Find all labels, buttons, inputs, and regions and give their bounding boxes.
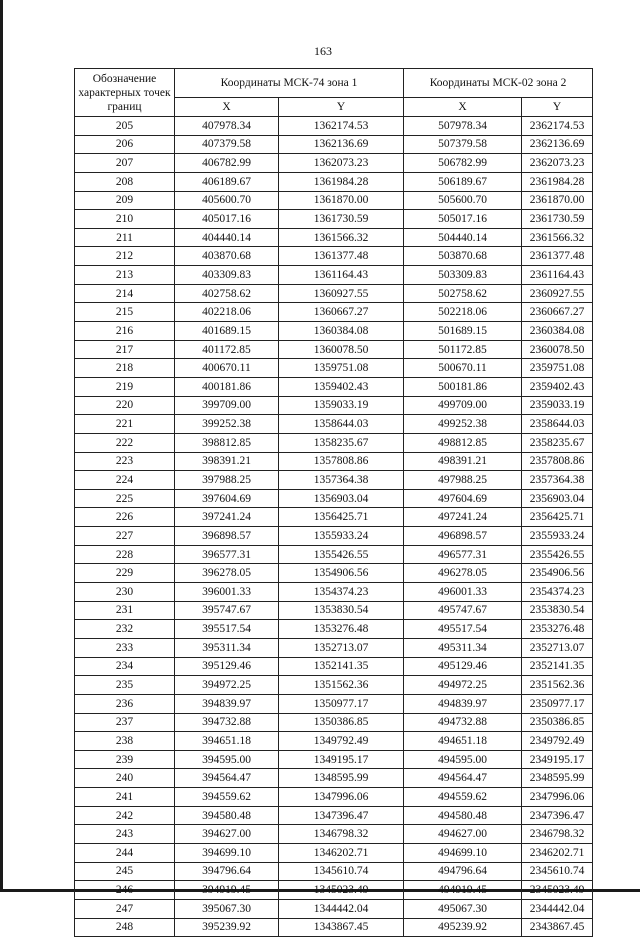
msk02-x-cell: 502758.62 bbox=[404, 284, 522, 303]
msk02-y-cell: 2359402.43 bbox=[522, 377, 593, 396]
msk02-y-cell: 2357364.38 bbox=[522, 471, 593, 490]
msk74-x-cell: 397604.69 bbox=[175, 489, 279, 508]
msk02-x-cell: 494796.64 bbox=[404, 862, 522, 881]
msk74-x-cell: 394972.25 bbox=[175, 676, 279, 695]
msk02-x-cell: 497604.69 bbox=[404, 489, 522, 508]
point-id-cell: 237 bbox=[75, 713, 175, 732]
point-id-cell: 205 bbox=[75, 117, 175, 136]
msk02-x-cell: 495239.92 bbox=[404, 918, 522, 937]
point-id-cell: 220 bbox=[75, 396, 175, 415]
table-row bbox=[75, 825, 593, 844]
point-id-cell: 248 bbox=[75, 918, 175, 937]
table-row bbox=[75, 377, 593, 396]
point-id-cell: 221 bbox=[75, 415, 175, 434]
msk74-x-cell: 400181.86 bbox=[175, 377, 279, 396]
msk74-x-cell: 405017.16 bbox=[175, 210, 279, 229]
point-id-cell: 219 bbox=[75, 377, 175, 396]
table-row bbox=[75, 862, 593, 881]
point-id-cell: 211 bbox=[75, 228, 175, 247]
point-id-cell: 214 bbox=[75, 284, 175, 303]
msk74-y-cell: 1362136.69 bbox=[279, 135, 404, 154]
msk74-y-cell: 1352713.07 bbox=[279, 638, 404, 657]
msk74-y-cell: 1352141.35 bbox=[279, 657, 404, 676]
msk74-x-cell: 401172.85 bbox=[175, 340, 279, 359]
point-id-cell: 229 bbox=[75, 564, 175, 583]
msk74-x-cell: 402218.06 bbox=[175, 303, 279, 322]
msk74-x-cell: 407978.34 bbox=[175, 117, 279, 136]
table-row bbox=[75, 359, 593, 378]
msk02-y-cell: 2362073.23 bbox=[522, 154, 593, 173]
msk74-y-cell: 1361984.28 bbox=[279, 172, 404, 191]
table-row bbox=[75, 452, 593, 471]
point-id-cell: 225 bbox=[75, 489, 175, 508]
msk02-y-cell: 2357808.86 bbox=[522, 452, 593, 471]
table-row bbox=[75, 638, 593, 657]
msk74-x-cell: 395517.54 bbox=[175, 620, 279, 639]
msk02-x-cell: 507978.34 bbox=[404, 117, 522, 136]
point-id-cell: 245 bbox=[75, 862, 175, 881]
msk02-x-cell: 506189.67 bbox=[404, 172, 522, 191]
msk02-x-cell: 504440.14 bbox=[404, 228, 522, 247]
msk74-x-cell: 394651.18 bbox=[175, 732, 279, 751]
msk02-y-cell: 2355933.24 bbox=[522, 527, 593, 546]
msk74-y-cell: 1360384.08 bbox=[279, 322, 404, 341]
point-id-cell: 230 bbox=[75, 583, 175, 602]
point-id-cell: 206 bbox=[75, 135, 175, 154]
msk74-y-cell: 1355933.24 bbox=[279, 527, 404, 546]
msk02-y-cell: 2362136.69 bbox=[522, 135, 593, 154]
point-id-cell: 223 bbox=[75, 452, 175, 471]
point-id-cell: 246 bbox=[75, 881, 175, 900]
msk74-x-cell: 396001.33 bbox=[175, 583, 279, 602]
msk02-y-cell: 2361164.43 bbox=[522, 266, 593, 285]
msk02-x-cell: 496898.57 bbox=[404, 527, 522, 546]
msk74-y-cell: 1353276.48 bbox=[279, 620, 404, 639]
point-id-cell: 247 bbox=[75, 899, 175, 918]
msk74-y-cell: 1346798.32 bbox=[279, 825, 404, 844]
msk74-x-cell: 407379.58 bbox=[175, 135, 279, 154]
msk02-y-cell: 2352141.35 bbox=[522, 657, 593, 676]
msk74-y-cell: 1356903.04 bbox=[279, 489, 404, 508]
msk02-y-cell: 2343867.45 bbox=[522, 918, 593, 937]
msk02-x-cell: 495311.34 bbox=[404, 638, 522, 657]
msk74-y-cell: 1350386.85 bbox=[279, 713, 404, 732]
point-id-cell: 239 bbox=[75, 750, 175, 769]
table-row bbox=[75, 471, 593, 490]
msk74-x-cell: 397241.24 bbox=[175, 508, 279, 527]
point-id-cell: 207 bbox=[75, 154, 175, 173]
point-id-cell: 232 bbox=[75, 620, 175, 639]
table-row bbox=[75, 508, 593, 527]
msk02-x-cell: 494627.00 bbox=[404, 825, 522, 844]
msk02-y-cell: 2346798.32 bbox=[522, 825, 593, 844]
msk02-y-cell: 2354374.23 bbox=[522, 583, 593, 602]
msk74-x-cell: 406189.67 bbox=[175, 172, 279, 191]
point-id-cell: 216 bbox=[75, 322, 175, 341]
msk74-y-cell: 1351562.36 bbox=[279, 676, 404, 695]
msk74-y-cell: 1350977.17 bbox=[279, 694, 404, 713]
table-row bbox=[75, 601, 593, 620]
msk02-x-cell: 500670.11 bbox=[404, 359, 522, 378]
msk02-x-cell: 496577.31 bbox=[404, 545, 522, 564]
msk74-x-cell: 394627.00 bbox=[175, 825, 279, 844]
point-id-cell: 226 bbox=[75, 508, 175, 527]
table-row bbox=[75, 583, 593, 602]
table-row bbox=[75, 117, 593, 136]
msk02-x-cell: 494732.88 bbox=[404, 713, 522, 732]
msk02-y-cell: 2355426.55 bbox=[522, 545, 593, 564]
msk74-x-cell: 406782.99 bbox=[175, 154, 279, 173]
msk02-x-cell: 494919.45 bbox=[404, 881, 522, 900]
point-id-cell: 208 bbox=[75, 172, 175, 191]
table-row bbox=[75, 676, 593, 695]
msk74-y-cell: 1361566.32 bbox=[279, 228, 404, 247]
msk74-y-cell: 1359751.08 bbox=[279, 359, 404, 378]
msk74-x-cell: 399709.00 bbox=[175, 396, 279, 415]
msk74-x-cell: 396577.31 bbox=[175, 545, 279, 564]
msk02-x-cell: 494564.47 bbox=[404, 769, 522, 788]
msk74-y-cell: 1362073.23 bbox=[279, 154, 404, 173]
msk74-y-cell: 1361870.00 bbox=[279, 191, 404, 210]
msk02-y-cell: 2350977.17 bbox=[522, 694, 593, 713]
table-row bbox=[75, 247, 593, 266]
msk02-x-cell: 499252.38 bbox=[404, 415, 522, 434]
msk02-x-cell: 495129.46 bbox=[404, 657, 522, 676]
table-row bbox=[75, 750, 593, 769]
msk02-x-cell: 500181.86 bbox=[404, 377, 522, 396]
table-row bbox=[75, 545, 593, 564]
msk02-y-cell: 2347396.47 bbox=[522, 806, 593, 825]
msk02-x-cell: 496001.33 bbox=[404, 583, 522, 602]
table-row bbox=[75, 918, 593, 937]
msk74-y-cell: 1359402.43 bbox=[279, 377, 404, 396]
msk74-x-cell: 394796.64 bbox=[175, 862, 279, 881]
msk74-x-cell: 396278.05 bbox=[175, 564, 279, 583]
msk02-y-cell: 2360667.27 bbox=[522, 303, 593, 322]
msk02-y-cell: 2349792.49 bbox=[522, 732, 593, 751]
msk74-x-cell: 394559.62 bbox=[175, 788, 279, 807]
msk02-x-cell: 501689.15 bbox=[404, 322, 522, 341]
table-row bbox=[75, 284, 593, 303]
msk74-y-cell: 1347396.47 bbox=[279, 806, 404, 825]
msk74-x-cell: 399252.38 bbox=[175, 415, 279, 434]
coordinates-table bbox=[74, 68, 593, 937]
msk74-x-cell: 405600.70 bbox=[175, 191, 279, 210]
table-row bbox=[75, 881, 593, 900]
msk74-y-cell: 1361730.59 bbox=[279, 210, 404, 229]
msk74-x-cell: 395747.67 bbox=[175, 601, 279, 620]
table-row bbox=[75, 266, 593, 285]
table-row bbox=[75, 620, 593, 639]
msk74-y-cell: 1361377.48 bbox=[279, 247, 404, 266]
msk74-x-cell: 394564.47 bbox=[175, 769, 279, 788]
msk02-y-cell: 2356425.71 bbox=[522, 508, 593, 527]
msk02-x-cell: 494839.97 bbox=[404, 694, 522, 713]
msk02-y-cell: 2350386.85 bbox=[522, 713, 593, 732]
msk74-y-cell: 1357364.38 bbox=[279, 471, 404, 490]
table-row bbox=[75, 769, 593, 788]
point-id-cell: 218 bbox=[75, 359, 175, 378]
msk74-x-cell: 395129.46 bbox=[175, 657, 279, 676]
table-row bbox=[75, 135, 593, 154]
msk02-y-cell: 2353830.54 bbox=[522, 601, 593, 620]
msk74-y-cell: 1349792.49 bbox=[279, 732, 404, 751]
header-y-msk74: Y bbox=[279, 98, 404, 117]
msk02-y-cell: 2346202.71 bbox=[522, 843, 593, 862]
msk02-x-cell: 494595.00 bbox=[404, 750, 522, 769]
msk02-y-cell: 2361377.48 bbox=[522, 247, 593, 266]
msk02-y-cell: 2361984.28 bbox=[522, 172, 593, 191]
point-id-cell: 210 bbox=[75, 210, 175, 229]
msk74-y-cell: 1357808.86 bbox=[279, 452, 404, 471]
table-row bbox=[75, 657, 593, 676]
msk02-x-cell: 494651.18 bbox=[404, 732, 522, 751]
msk02-y-cell: 2362174.53 bbox=[522, 117, 593, 136]
msk74-y-cell: 1354906.56 bbox=[279, 564, 404, 583]
msk02-x-cell: 505600.70 bbox=[404, 191, 522, 210]
point-id-cell: 213 bbox=[75, 266, 175, 285]
msk02-y-cell: 2360078.50 bbox=[522, 340, 593, 359]
msk74-y-cell: 1349195.17 bbox=[279, 750, 404, 769]
table-row bbox=[75, 527, 593, 546]
msk02-x-cell: 497241.24 bbox=[404, 508, 522, 527]
msk74-y-cell: 1346202.71 bbox=[279, 843, 404, 862]
msk02-y-cell: 2352713.07 bbox=[522, 638, 593, 657]
msk02-y-cell: 2348595.99 bbox=[522, 769, 593, 788]
msk02-x-cell: 495067.30 bbox=[404, 899, 522, 918]
table-row bbox=[75, 210, 593, 229]
msk74-y-cell: 1359033.19 bbox=[279, 396, 404, 415]
msk74-x-cell: 401689.15 bbox=[175, 322, 279, 341]
msk02-x-cell: 506782.99 bbox=[404, 154, 522, 173]
table-row bbox=[75, 433, 593, 452]
msk02-y-cell: 2354906.56 bbox=[522, 564, 593, 583]
msk02-x-cell: 499709.00 bbox=[404, 396, 522, 415]
msk02-y-cell: 2358644.03 bbox=[522, 415, 593, 434]
point-id-cell: 217 bbox=[75, 340, 175, 359]
msk02-y-cell: 2349195.17 bbox=[522, 750, 593, 769]
msk74-x-cell: 394580.48 bbox=[175, 806, 279, 825]
header-x-msk02: X bbox=[404, 98, 522, 117]
table-row bbox=[75, 340, 593, 359]
msk74-y-cell: 1348595.99 bbox=[279, 769, 404, 788]
msk74-y-cell: 1345023.49 bbox=[279, 881, 404, 900]
msk74-x-cell: 394595.00 bbox=[175, 750, 279, 769]
header-msk74-zone1: Координаты МСК-74 зона 1 bbox=[175, 69, 404, 98]
table-row bbox=[75, 303, 593, 322]
msk02-y-cell: 2353276.48 bbox=[522, 620, 593, 639]
msk74-y-cell: 1360667.27 bbox=[279, 303, 404, 322]
msk74-x-cell: 395311.34 bbox=[175, 638, 279, 657]
table-row bbox=[75, 489, 593, 508]
table-row bbox=[75, 172, 593, 191]
msk02-y-cell: 2356903.04 bbox=[522, 489, 593, 508]
msk74-x-cell: 395239.92 bbox=[175, 918, 279, 937]
msk02-y-cell: 2351562.36 bbox=[522, 676, 593, 695]
msk02-x-cell: 497988.25 bbox=[404, 471, 522, 490]
msk74-y-cell: 1344442.04 bbox=[279, 899, 404, 918]
msk02-y-cell: 2345610.74 bbox=[522, 862, 593, 881]
msk74-x-cell: 398391.21 bbox=[175, 452, 279, 471]
msk02-y-cell: 2361870.00 bbox=[522, 191, 593, 210]
table-row bbox=[75, 806, 593, 825]
table-row bbox=[75, 154, 593, 173]
msk02-y-cell: 2344442.04 bbox=[522, 899, 593, 918]
table-row bbox=[75, 843, 593, 862]
msk74-x-cell: 404440.14 bbox=[175, 228, 279, 247]
point-id-cell: 224 bbox=[75, 471, 175, 490]
table-row bbox=[75, 732, 593, 751]
msk74-x-cell: 397988.25 bbox=[175, 471, 279, 490]
msk74-x-cell: 402758.62 bbox=[175, 284, 279, 303]
msk02-x-cell: 505017.16 bbox=[404, 210, 522, 229]
point-id-cell: 235 bbox=[75, 676, 175, 695]
msk74-y-cell: 1358235.67 bbox=[279, 433, 404, 452]
point-id-cell: 233 bbox=[75, 638, 175, 657]
point-id-cell: 234 bbox=[75, 657, 175, 676]
point-id-cell: 215 bbox=[75, 303, 175, 322]
msk74-y-cell: 1343867.45 bbox=[279, 918, 404, 937]
msk02-x-cell: 498812.85 bbox=[404, 433, 522, 452]
table-row bbox=[75, 694, 593, 713]
point-id-cell: 227 bbox=[75, 527, 175, 546]
header-x-msk74: X bbox=[175, 98, 279, 117]
msk74-y-cell: 1347996.06 bbox=[279, 788, 404, 807]
msk74-y-cell: 1362174.53 bbox=[279, 117, 404, 136]
header-point-designation: Обозначение характерных точек границ bbox=[75, 69, 175, 117]
msk02-x-cell: 494699.10 bbox=[404, 843, 522, 862]
table-row bbox=[75, 228, 593, 247]
msk74-y-cell: 1353830.54 bbox=[279, 601, 404, 620]
msk02-y-cell: 2361566.32 bbox=[522, 228, 593, 247]
table-row bbox=[75, 322, 593, 341]
table-row bbox=[75, 713, 593, 732]
msk74-x-cell: 403309.83 bbox=[175, 266, 279, 285]
header-y-msk02: Y bbox=[522, 98, 593, 117]
table-row bbox=[75, 788, 593, 807]
table-row bbox=[75, 564, 593, 583]
point-id-cell: 241 bbox=[75, 788, 175, 807]
table-row bbox=[75, 415, 593, 434]
point-id-cell: 243 bbox=[75, 825, 175, 844]
msk74-y-cell: 1358644.03 bbox=[279, 415, 404, 434]
table-row bbox=[75, 396, 593, 415]
msk02-x-cell: 494972.25 bbox=[404, 676, 522, 695]
point-id-cell: 236 bbox=[75, 694, 175, 713]
msk74-x-cell: 400670.11 bbox=[175, 359, 279, 378]
msk74-x-cell: 394732.88 bbox=[175, 713, 279, 732]
msk02-y-cell: 2360927.55 bbox=[522, 284, 593, 303]
msk02-x-cell: 501172.85 bbox=[404, 340, 522, 359]
msk02-x-cell: 502218.06 bbox=[404, 303, 522, 322]
msk74-y-cell: 1356425.71 bbox=[279, 508, 404, 527]
msk74-x-cell: 394699.10 bbox=[175, 843, 279, 862]
msk02-y-cell: 2345023.49 bbox=[522, 881, 593, 900]
msk02-y-cell: 2358235.67 bbox=[522, 433, 593, 452]
point-id-cell: 238 bbox=[75, 732, 175, 751]
msk02-x-cell: 507379.58 bbox=[404, 135, 522, 154]
point-id-cell: 228 bbox=[75, 545, 175, 564]
table-row bbox=[75, 191, 593, 210]
msk02-y-cell: 2347996.06 bbox=[522, 788, 593, 807]
msk74-x-cell: 398812.85 bbox=[175, 433, 279, 452]
msk74-y-cell: 1355426.55 bbox=[279, 545, 404, 564]
msk74-x-cell: 396898.57 bbox=[175, 527, 279, 546]
msk02-x-cell: 498391.21 bbox=[404, 452, 522, 471]
point-id-cell: 244 bbox=[75, 843, 175, 862]
point-id-cell: 240 bbox=[75, 769, 175, 788]
msk02-x-cell: 503309.83 bbox=[404, 266, 522, 285]
point-id-cell: 209 bbox=[75, 191, 175, 210]
point-id-cell: 242 bbox=[75, 806, 175, 825]
msk02-y-cell: 2361730.59 bbox=[522, 210, 593, 229]
msk02-x-cell: 494580.48 bbox=[404, 806, 522, 825]
msk74-x-cell: 394919.45 bbox=[175, 881, 279, 900]
msk02-x-cell: 503870.68 bbox=[404, 247, 522, 266]
table-row bbox=[75, 899, 593, 918]
point-id-cell: 222 bbox=[75, 433, 175, 452]
msk74-x-cell: 395067.30 bbox=[175, 899, 279, 918]
msk02-x-cell: 496278.05 bbox=[404, 564, 522, 583]
msk02-y-cell: 2360384.08 bbox=[522, 322, 593, 341]
msk74-x-cell: 403870.68 bbox=[175, 247, 279, 266]
msk02-x-cell: 495517.54 bbox=[404, 620, 522, 639]
msk74-y-cell: 1360927.55 bbox=[279, 284, 404, 303]
msk74-x-cell: 394839.97 bbox=[175, 694, 279, 713]
msk74-y-cell: 1361164.43 bbox=[279, 266, 404, 285]
msk74-y-cell: 1345610.74 bbox=[279, 862, 404, 881]
msk02-x-cell: 494559.62 bbox=[404, 788, 522, 807]
table-body bbox=[75, 117, 593, 937]
msk74-y-cell: 1360078.50 bbox=[279, 340, 404, 359]
point-id-cell: 212 bbox=[75, 247, 175, 266]
msk74-y-cell: 1354374.23 bbox=[279, 583, 404, 602]
msk02-x-cell: 495747.67 bbox=[404, 601, 522, 620]
msk02-y-cell: 2359751.08 bbox=[522, 359, 593, 378]
header-msk02-zone2: Координаты МСК-02 зона 2 bbox=[404, 69, 593, 98]
page-number: 163 bbox=[314, 44, 332, 58]
point-id-cell: 231 bbox=[75, 601, 175, 620]
msk02-y-cell: 2359033.19 bbox=[522, 396, 593, 415]
